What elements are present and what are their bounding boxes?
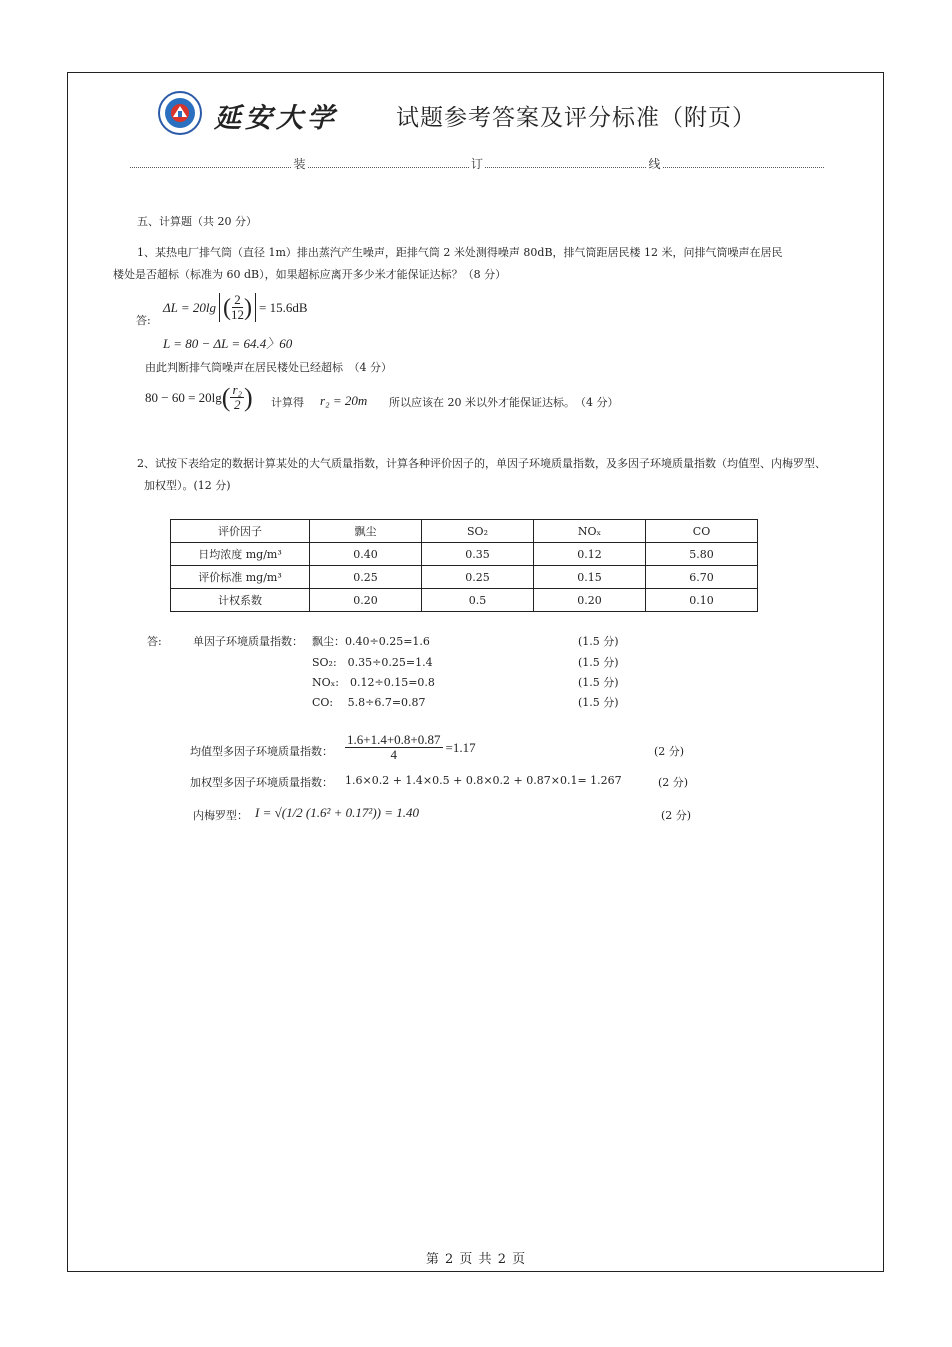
table-header-row	[171, 520, 758, 543]
table-cell: 6.70	[646, 566, 758, 589]
q1-eq1-right: = 15.6dB	[259, 299, 308, 315]
school-name: 延安大学	[214, 103, 338, 134]
table-header-cell: CO	[646, 520, 758, 543]
table-row	[171, 566, 758, 589]
q1-eq3-den: 2	[234, 397, 241, 412]
page-title: 试题参考答案及评分标准（附页）	[396, 105, 756, 131]
single-index-score: (1.5 分)	[578, 696, 619, 709]
weighted-index-expr: 1.6×0.2 + 1.4×0.5 + 0.8×0.2 + 0.87×0.1= 1.267	[345, 774, 622, 787]
table-cell: 0.25	[310, 566, 422, 589]
q1-eq1-left: ΔL = 20lg	[163, 299, 217, 315]
q1-eq3-left: 80 − 60 = 20lg	[145, 389, 222, 405]
table-row	[171, 589, 758, 612]
q2-single-label: 单因子环境质量指数：	[193, 635, 303, 648]
q1-result: r₂ = 20m	[320, 393, 368, 408]
mean-result: =1.17	[445, 739, 476, 755]
table-header-cell: 评价因子	[171, 520, 310, 543]
university-seal-icon	[158, 91, 202, 135]
single-index-item: NOₓ: 0.12÷0.15=0.8	[312, 676, 435, 689]
table-cell: 0.10	[646, 589, 758, 612]
q1-eq3-num: r₂	[232, 382, 243, 397]
single-index-item: SO₂: 0.35÷0.25=1.4	[312, 656, 433, 669]
page-number: 第 2 页 共 2 页	[425, 1252, 527, 1267]
table-cell: 0.35	[422, 543, 534, 566]
single-index-item: 飘尘：0.40÷0.25=1.6	[312, 635, 430, 648]
q2-text-line1: 2、试按下表给定的数据计算某处的大气质量指数，计算各种评价因子的，单因子环境质量指数，及多因子环境质量指数（均值型、内梅罗型、	[137, 457, 826, 470]
table-cell: 0.20	[310, 589, 422, 612]
mean-score: (2 分)	[654, 745, 685, 758]
section-heading: 五、计算题（共 20 分）	[137, 215, 257, 228]
q2-answer-label: 答:	[147, 635, 162, 648]
weighted-score: (2 分)	[658, 776, 689, 789]
mean-num: 1.6+1.4+0.8+0.87	[347, 732, 441, 747]
nemerow-score: (2 分)	[661, 809, 692, 822]
mean-index-formula	[345, 733, 476, 762]
binding-mark-ding: 订	[470, 157, 483, 171]
single-index-score: (1.5 分)	[578, 635, 619, 648]
single-index-score: (1.5 分)	[578, 656, 619, 669]
nemerow-label: 内梅罗型：	[193, 809, 248, 822]
table-cell: 5.80	[646, 543, 758, 566]
table-cell: 0.40	[310, 543, 422, 566]
table-header-cell: 飘尘	[310, 520, 422, 543]
table-cell: 0.5	[422, 589, 534, 612]
binding-line	[128, 155, 826, 172]
nemerow-expr: I = √(1/2 (1.6² + 0.17²)) = 1.40	[255, 805, 420, 820]
table-cell: 0.20	[534, 589, 646, 612]
single-index-score: (1.5 分)	[578, 676, 619, 689]
table-cell: 评价标准 mg/m³	[171, 566, 310, 589]
table-cell: 0.25	[422, 566, 534, 589]
q1-conclusion: 所以应该在 20 米以外才能保证达标。 （4 分）	[389, 396, 619, 409]
binding-mark-xian: 线	[648, 157, 661, 171]
q1-text-line2: 楼处是否超标（标准为 60 dB），如果超标应离开多少米才能保证达标？（8 分）	[113, 268, 507, 281]
table-cell: 日均浓度 mg/m³	[171, 543, 310, 566]
single-index-item: CO: 5.8÷6.7=0.87	[312, 696, 426, 709]
mean-index-label: 均值型多因子环境质量指数：	[190, 745, 333, 758]
q1-text-line1: 1、某热电厂排气筒（直径 1m）排出蒸汽产生噪声，距排气筒 2 米处测得噪声 80dB，排气筒距居民楼 12 米，问排气筒噪声在居民	[137, 246, 783, 259]
data-table	[170, 519, 758, 612]
weighted-index-label: 加权型多因子环境质量指数：	[190, 776, 333, 789]
binding-mark-zhuang: 装	[293, 157, 306, 171]
table-cell: 0.12	[534, 543, 646, 566]
q1-eq1: ΔL = 20lg ( $\frac{2}{12}$ ) = 15.6dB	[163, 292, 308, 322]
q2-text-line2: 加权型）。(12 分)	[144, 479, 231, 492]
q1-eq2: L = 80 − ΔL = 64.4〉60	[163, 336, 293, 351]
mean-den: 4	[390, 747, 397, 762]
q1-eq3: 80 − 60 = 20lg ( $\frac{\text{r₂}}{2}$ )	[145, 382, 253, 412]
q1-answer-label: 答:	[136, 314, 151, 327]
table-row	[171, 543, 758, 566]
q1-calc-label: 计算得	[271, 396, 304, 409]
q1-judgement: 由此判断排气筒噪声在居民楼处已经超标 （4 分）	[145, 361, 392, 374]
q1-eq1-den: 12	[231, 307, 245, 322]
q1-eq1-num: 2	[234, 292, 241, 307]
table-cell: 计权系数	[171, 589, 310, 612]
table-header-cell: NOₓ	[534, 520, 646, 543]
table-cell: 0.15	[534, 566, 646, 589]
table-header-cell: SO₂	[422, 520, 534, 543]
